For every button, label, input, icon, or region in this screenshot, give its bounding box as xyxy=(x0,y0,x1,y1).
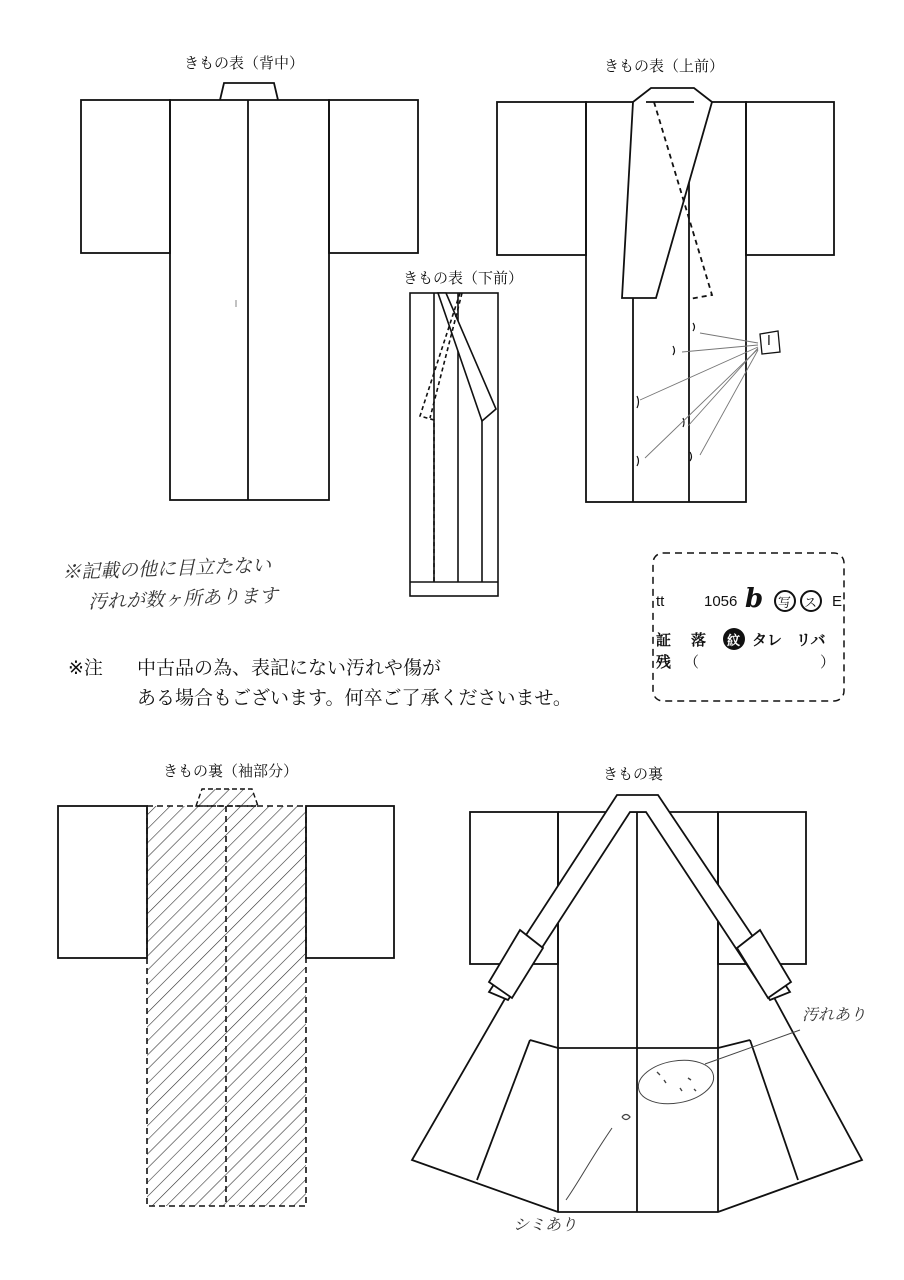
back-body xyxy=(170,100,329,500)
label-lining-sleeve: きもの裏（袖部分） xyxy=(163,762,299,780)
tag-mark-text: I xyxy=(767,334,771,349)
label-front-lower: きもの表（下前） xyxy=(403,269,524,287)
code-tt: tt xyxy=(656,593,665,610)
code-riba: リバ xyxy=(796,632,826,649)
lining-right-sleeve xyxy=(306,806,394,958)
lining-annotations xyxy=(566,1030,800,1200)
diagram-front-lower xyxy=(410,293,498,596)
spot-pointer xyxy=(566,1128,612,1200)
lining-collar xyxy=(489,795,790,1000)
pointer-lines xyxy=(640,333,758,458)
code-number: 1056 xyxy=(704,593,738,610)
code-grade: E xyxy=(832,593,843,610)
handwritten-stain: 汚れあり xyxy=(802,1005,867,1024)
code-circled-1: 写 xyxy=(778,595,792,610)
front-stains xyxy=(637,323,695,466)
handwritten-note-line2: 汚れが数ヶ所あります xyxy=(87,584,279,614)
hatched-collar xyxy=(196,789,258,806)
notice-line2: ある場合もございます。何卒ご了承くださいませ。 xyxy=(137,687,572,709)
code-circled-mon: 紋 xyxy=(727,633,741,648)
label-lining: きもの裏 xyxy=(603,765,664,783)
front-right-sleeve xyxy=(746,102,834,255)
back-collar xyxy=(220,83,278,100)
notice-line1: 中古品の為、表記にない汚れや傷が xyxy=(137,657,442,679)
code-hand-b: b xyxy=(745,584,764,614)
handwritten-spot: シミあり xyxy=(513,1215,578,1234)
code-tare: タレ xyxy=(752,632,783,649)
lining-left-sleeve xyxy=(58,806,147,958)
code-box-border xyxy=(653,553,844,701)
diagram-lining xyxy=(412,795,862,1212)
back-left-sleeve xyxy=(81,100,170,253)
diagram-lining-sleeve xyxy=(58,789,394,1206)
front-left-sleeve xyxy=(497,102,586,255)
front-collar xyxy=(622,88,712,298)
code-paren-open: （ xyxy=(684,654,700,671)
notice-prefix: ※注 xyxy=(68,657,103,679)
stain-ellipse xyxy=(635,1055,717,1110)
label-front-upper: きもの表（上前） xyxy=(604,57,725,75)
handwritten-note-line1: ※記載の他に目立たない xyxy=(61,554,272,584)
label-back: きもの表（背中） xyxy=(184,54,305,72)
code-row2-label: 証 xyxy=(656,632,672,649)
code-row3-label: 残 xyxy=(656,654,672,671)
lower-collar xyxy=(438,293,496,421)
diagram-front-upper xyxy=(497,88,834,502)
back-right-sleeve xyxy=(329,100,418,253)
diagram-back xyxy=(81,83,418,500)
code-ochi: 落 xyxy=(691,632,707,649)
code-paren-close: ） xyxy=(820,654,836,671)
code-circled-2: ス xyxy=(804,595,818,610)
